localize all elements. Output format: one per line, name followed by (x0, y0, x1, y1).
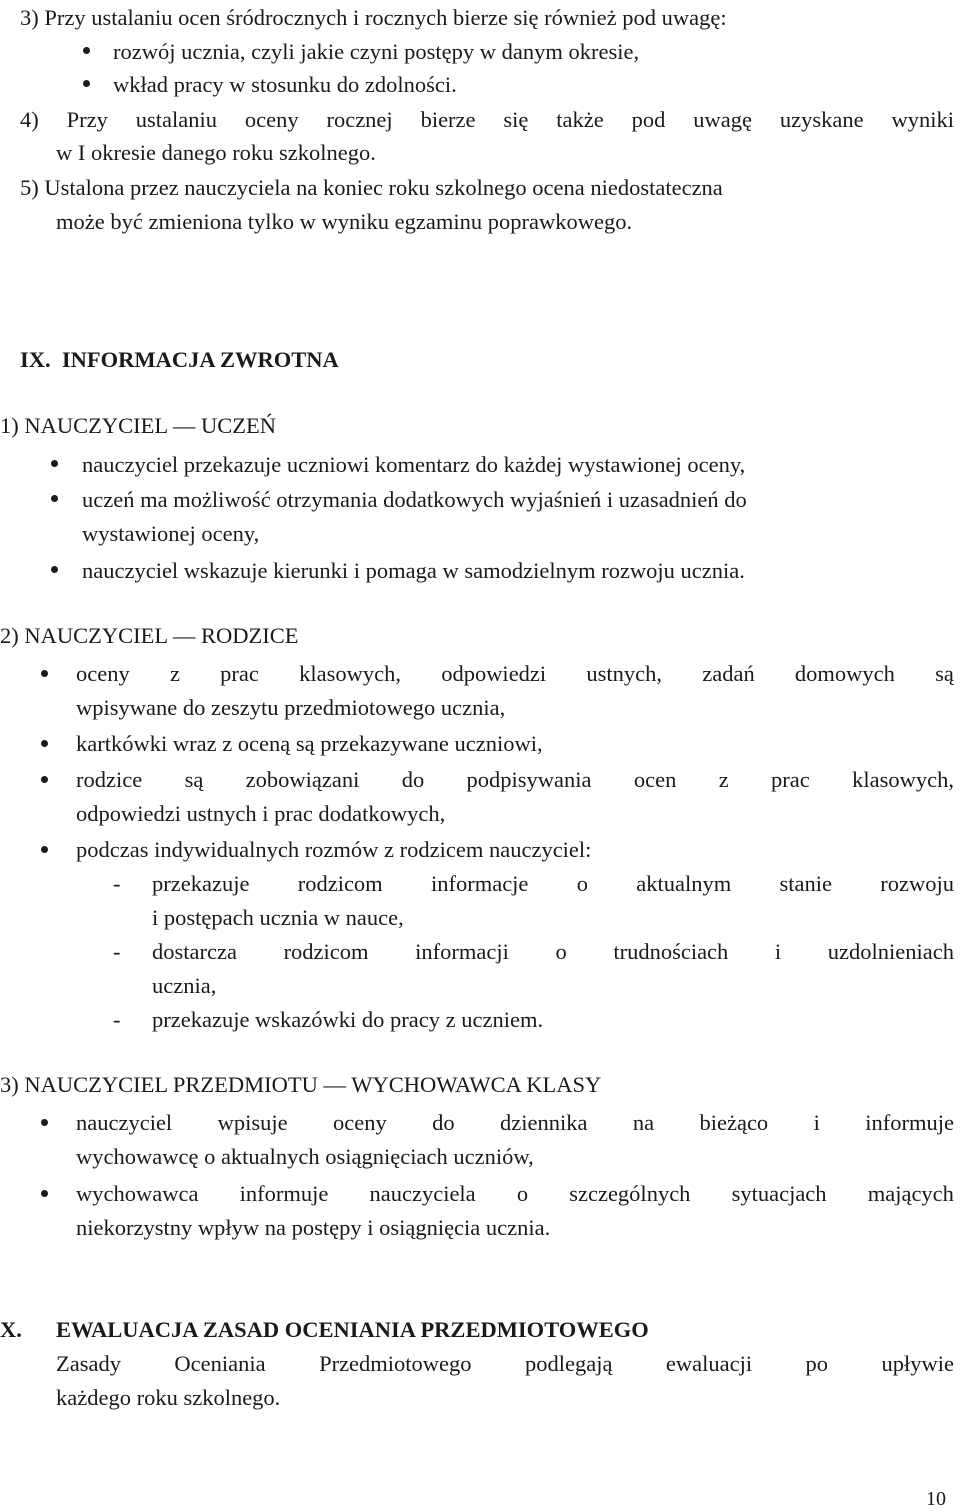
word: klasowych, (299, 661, 401, 686)
word: o (555, 939, 567, 964)
list-item: wkład pracy w stosunku do zdolności. (113, 72, 457, 97)
word: stanie (779, 871, 832, 896)
paragraph-4-line-1 (20, 103, 954, 136)
word: ewaluacji (665, 1351, 753, 1376)
paragraph-5-line-1: 5) Ustalona przez nauczyciela na koniec roku szkolnego ocena niedostateczna (20, 175, 723, 200)
word: informacje (430, 871, 529, 896)
bullet-icon (83, 47, 90, 54)
bullet-icon (41, 740, 48, 747)
bullet-icon (41, 1190, 48, 1197)
word: klasowych, (852, 767, 954, 792)
dash-marker: - (113, 871, 121, 896)
word: Przedmiotowego (319, 1351, 472, 1376)
word: i (813, 1110, 820, 1135)
word: oceny (244, 107, 299, 132)
sub-item-continuation: i postępach ucznia w nauce, (152, 905, 404, 930)
word: oceny (332, 1110, 387, 1135)
section-heading-x: EWALUACJA ZASAD OCENIANIA PRZEDMIOTOWEGO (56, 1317, 649, 1342)
word: informacji (415, 939, 509, 964)
word: uwagę (693, 107, 752, 132)
list-item: rozwój ucznia, czyli jakie czyni postępy w danym okresie, (113, 39, 640, 64)
word: dziennika (499, 1110, 588, 1135)
list-item: kartkówki wraz z oceną są przekazywane uczniowi, (76, 731, 543, 756)
word: rodzicom (283, 939, 369, 964)
word: na (632, 1110, 655, 1135)
word: o (516, 1181, 529, 1206)
word: pod (631, 107, 666, 132)
word: podlegają (524, 1351, 613, 1376)
bullet-icon (51, 566, 58, 573)
sub-item: przekazuje wskazówki do pracy z uczniem. (152, 1007, 544, 1032)
word: przekazuje (152, 871, 250, 896)
word: rocznej (326, 107, 393, 132)
dash-marker: - (113, 939, 121, 964)
word: wyniki (891, 107, 954, 132)
list-item-continuation: wystawionej oceny, (82, 521, 260, 546)
word: aktualnym (636, 871, 732, 896)
paragraph-3: 3) Przy ustalaniu ocen śródrocznych i rocznych bierze się również pod uwagę: (20, 5, 727, 30)
word: domowych (794, 661, 895, 686)
sub-item (152, 935, 954, 968)
bullet-icon (83, 80, 90, 87)
list-item (76, 763, 954, 796)
word: informuje (865, 1110, 954, 1135)
word: ustnych, (586, 661, 663, 686)
word: oceny (76, 661, 130, 686)
paragraph-5-line-2: może być zmieniona tylko w wyniku egzaminu poprawkowego. (56, 209, 633, 234)
group-3-title: 3) NAUCZYCIEL PRZEDMIOTU — WYCHOWAWCA KLASY (0, 1072, 602, 1097)
word: informuje (239, 1181, 329, 1206)
word: nauczyciela (369, 1181, 476, 1206)
word: także (556, 107, 604, 132)
word: bierze (420, 107, 476, 132)
word: trudnościach (613, 939, 729, 964)
list-item (76, 657, 954, 690)
list-item-continuation: odpowiedzi ustnych i prac dodatkowych, (76, 801, 446, 826)
word: rodzicom (297, 871, 383, 896)
word: są (184, 767, 204, 792)
word: zobowiązani (245, 767, 360, 792)
bullet-icon (51, 495, 58, 502)
word: po (805, 1351, 829, 1376)
word: prac (771, 767, 810, 792)
list-item: nauczyciel wskazuje kierunki i pomaga w samodzielnym rozwoju ucznia. (82, 558, 745, 583)
word: nauczyciel (76, 1110, 173, 1135)
word: są (935, 661, 954, 686)
word: z (169, 661, 180, 686)
word: ocen (633, 767, 677, 792)
word: rodzice (76, 767, 143, 792)
word: wychowawca (76, 1181, 199, 1206)
list-item-continuation: niekorzystny wpływ na postępy i osiągnięcia ucznia. (76, 1215, 551, 1240)
dash-marker: - (113, 1007, 121, 1032)
word: Oceniania (174, 1351, 266, 1376)
list-item: uczeń ma możliwość otrzymania dodatkowych wyjaśnień i uzasadnień do (82, 487, 747, 512)
list-item-continuation: wychowawcę o aktualnych osiągnięciach uczniów, (76, 1144, 534, 1169)
word: prac (220, 661, 259, 686)
word: sytuacjach (731, 1181, 827, 1206)
group-1-title: 1) NAUCZYCIEL — UCZEŃ (0, 413, 277, 438)
section-x-line-1 (56, 1347, 954, 1380)
word: Zasady (56, 1351, 121, 1376)
paragraph-4-line-2: w I okresie danego roku szkolnego. (56, 140, 376, 165)
word: 4) (20, 107, 39, 132)
sub-item (152, 867, 954, 900)
bullet-icon (41, 670, 48, 677)
section-number-x: X. (0, 1317, 22, 1342)
list-item: podczas indywidualnych rozmów z rodzicem nauczyciel: (76, 837, 592, 862)
word: i (774, 939, 782, 964)
word: szczególnych (569, 1181, 691, 1206)
group-2-title: 2) NAUCZYCIEL — RODZICE (0, 623, 299, 648)
word: podpisywania (466, 767, 592, 792)
list-item: nauczyciel przekazuje uczniowi komentarz do każdej wystawionej oceny, (82, 452, 746, 477)
list-item (76, 1106, 954, 1139)
page-number: 10 (926, 1488, 946, 1510)
word: zadań (702, 661, 755, 686)
word: mających (867, 1181, 954, 1206)
word: uzdolnieniach (827, 939, 954, 964)
word: wpisuje (217, 1110, 288, 1135)
word: z (718, 767, 729, 792)
word: do (432, 1110, 455, 1135)
bullet-icon (41, 1119, 48, 1126)
section-heading-ix: IX. INFORMACJA ZWROTNA (20, 347, 339, 372)
sub-item-continuation: ucznia, (152, 973, 217, 998)
list-item-continuation: wpisywane do zeszytu przedmiotowego ucznia, (76, 695, 506, 720)
word: ustalaniu (135, 107, 217, 132)
bullet-icon (41, 846, 48, 853)
bullet-icon (41, 776, 48, 783)
word: do (401, 767, 425, 792)
word: odpowiedzi (441, 661, 547, 686)
word: Przy (66, 107, 108, 132)
word: dostarcza (152, 939, 237, 964)
word: się (503, 107, 529, 132)
section-x-line-2: każdego roku szkolnego. (56, 1385, 281, 1410)
word: uzyskane (779, 107, 864, 132)
word: upływie (881, 1351, 954, 1376)
word: rozwoju (880, 871, 954, 896)
word: bieżąco (699, 1110, 769, 1135)
list-item (76, 1177, 954, 1210)
word: o (576, 871, 588, 896)
bullet-icon (51, 460, 58, 467)
